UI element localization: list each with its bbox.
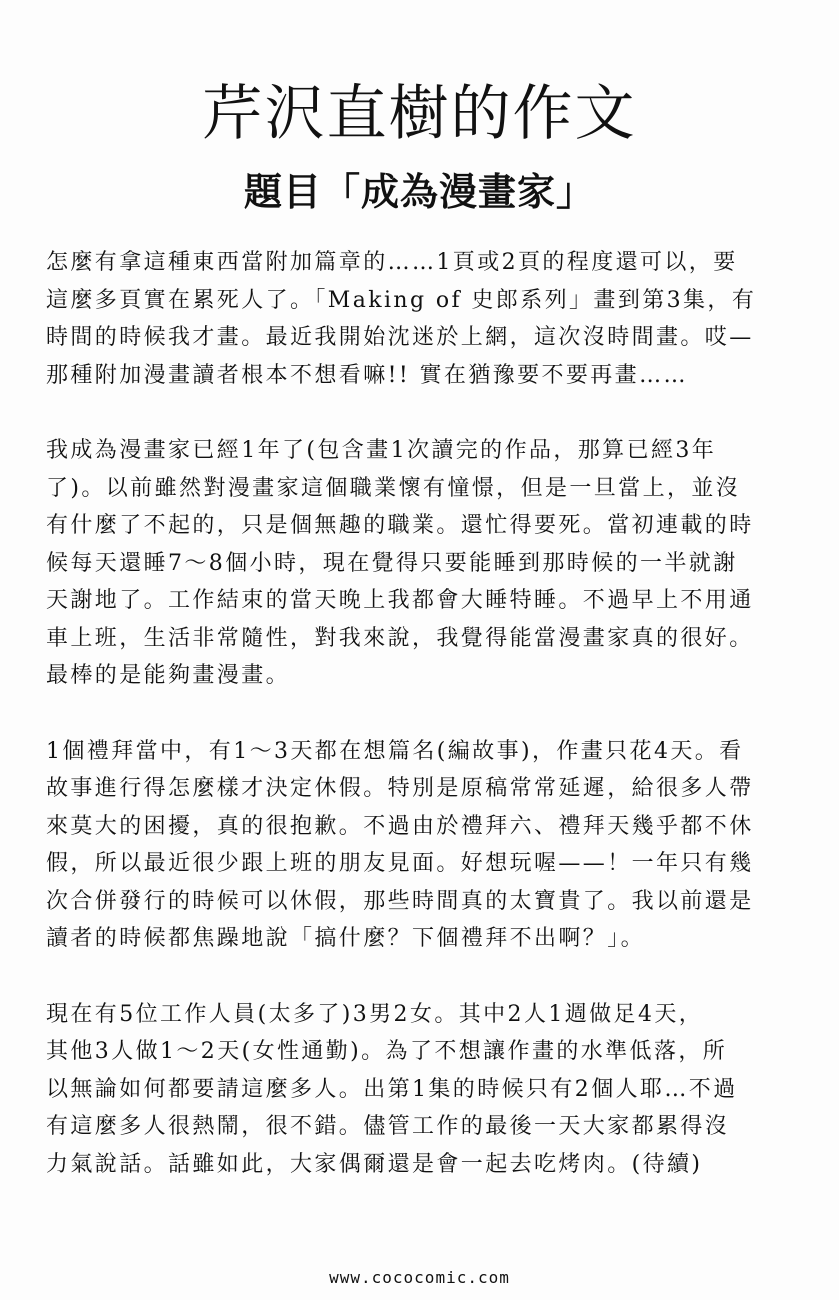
text-line: 有什麼了不起的，只是個無趣的職業。還忙得要死。當初連載的時 [46, 513, 754, 538]
text-line: 力氣說話。話雖如此，大家偶爾還是會一起去吃烤肉。(待續) [46, 1151, 703, 1177]
text-line: 來莫大的困擾，真的很抱歉。不過由於禮拜六、禮拜天幾乎都不休 [46, 813, 754, 839]
page-title: 芹沢直樹的作文 [202, 79, 637, 149]
paragraph-2 [46, 432, 806, 695]
watermark-url: www.cococomic.com [329, 1268, 510, 1287]
text-line: 1個禮拜當中，有1～3天都在想篇名(編故事)，作畫只花4天。看 [46, 738, 744, 764]
text-line: 天謝地了。工作結束的當天晚上我都會大睡特睡。不過早上不用通 [46, 588, 754, 613]
paragraph-4 [46, 996, 806, 1184]
text-line: 故事進行得怎麼樣才決定休假。特別是原稿常常延遲，給很多人帶 [46, 776, 754, 801]
text-line: 那種附加漫畫讀者根本不想看嘛!! 實在猶豫要不要再畫…… [46, 362, 688, 388]
text-line: 候每天還睡7～8個小時，現在覺得只要能睡到那時候的一半就謝 [46, 550, 738, 576]
paragraph-3 [46, 733, 806, 958]
paragraph-1 [46, 244, 806, 394]
essay-body [46, 244, 806, 1221]
text-line: 有這麼多人很熱鬧，很不錯。儘管工作的最後一天大家都累得沒 [46, 1114, 730, 1139]
text-line: 時間的時候我才畫。最近我開始沈迷於上網，這次沒時間畫。哎— [46, 325, 754, 350]
text-line: 次合併發行的時候可以休假，那些時間真的太寶貴了。我以前還是 [46, 888, 754, 914]
text-line: 車上班，生活非常隨性，對我來說，我覺得能當漫畫家真的很好。 [46, 625, 754, 651]
text-line: 最棒的是能夠畫漫畫。 [46, 663, 291, 688]
page-subtitle: 題目「成為漫畫家」 [243, 170, 595, 214]
text-line: 我成為漫畫家已經1年了(包含畫1次讀完的作品，那算已經3年 [46, 438, 717, 463]
text-line: 讀者的時候都焦躁地說「搞什麼？下個禮拜不出啊？」。 [46, 926, 646, 951]
text-line: 現在有5位工作人員(太多了)3男2女。其中2人1週做足4天， [46, 1001, 704, 1027]
text-line: 怎麼有拿這種東西當附加篇章的……1頁或2頁的程度還可以，要 [46, 250, 738, 275]
text-line: 了)。以前雖然對漫畫家這個職業懷有憧憬，但是一旦當上，並沒 [46, 475, 741, 501]
text-line: 這麼多頁實在累死人了。「Making of 史郎系列」畫到第3集，有 [46, 287, 757, 313]
text-line: 其他3人做1～2天(女性通勤)。為了不想讓作畫的水準低落，所 [46, 1039, 728, 1064]
text-line: 以無論如何都要請這麼多人。出第1集的時候只有2個人耶…不過 [46, 1076, 738, 1102]
text-line: 假，所以最近很少跟上班的朋友見面。好想玩喔——！一年只有幾 [46, 851, 754, 876]
